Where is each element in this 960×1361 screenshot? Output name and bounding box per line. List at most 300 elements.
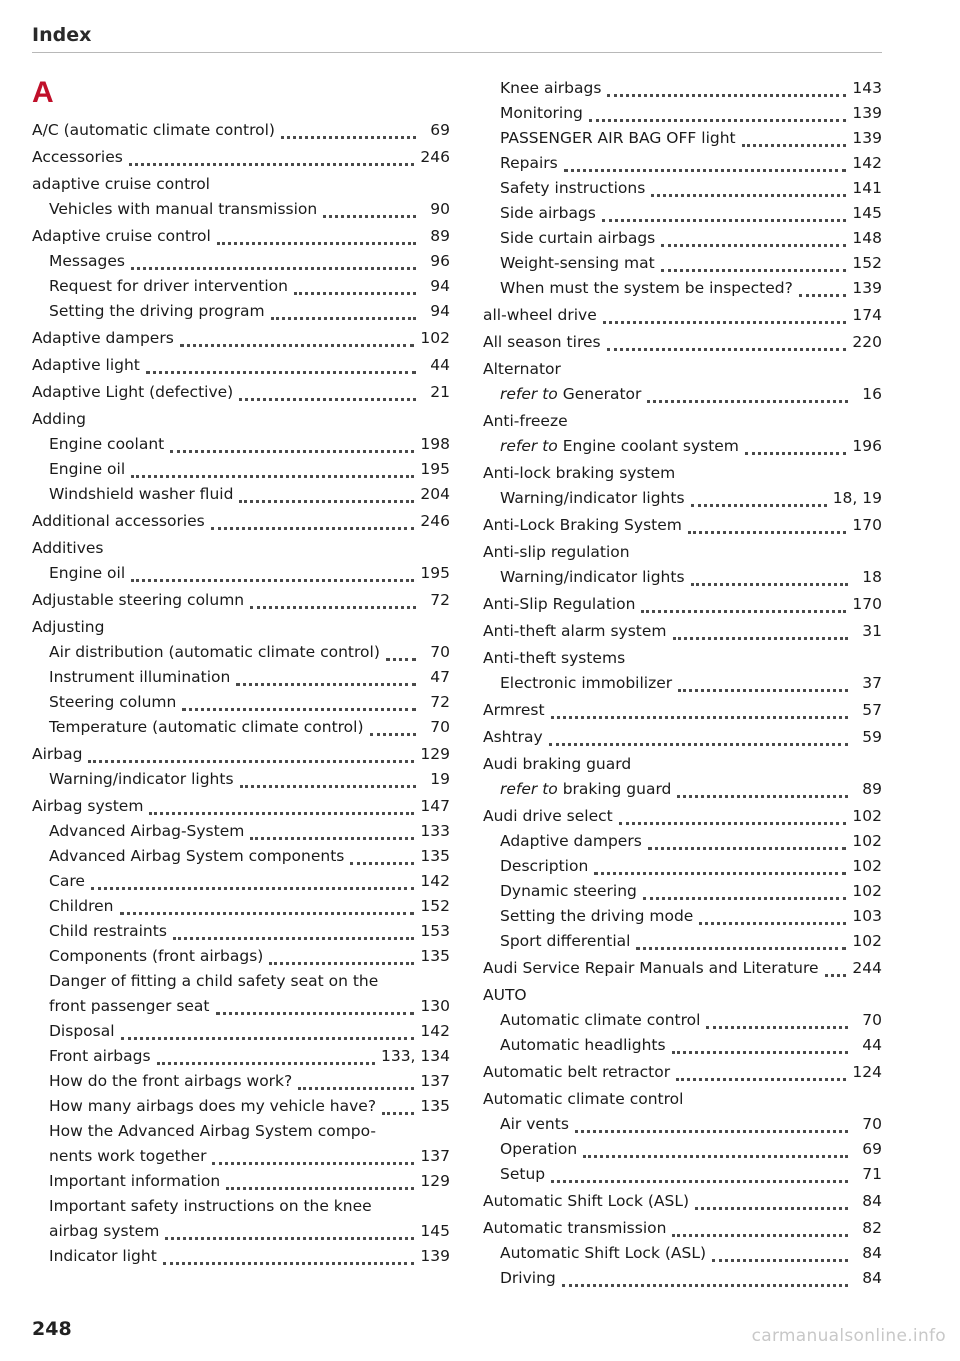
index-entry-label: Disposal: [49, 1022, 115, 1040]
dot-leader: [250, 605, 416, 609]
index-entry: [32, 1144, 450, 1169]
dot-leader: [647, 399, 848, 403]
index-entry: [483, 752, 882, 777]
dot-leader: [157, 1061, 375, 1065]
index-entry-page: 124: [852, 1063, 882, 1081]
index-entry-page: 147: [420, 797, 450, 815]
index-entry-page: 148: [852, 229, 882, 247]
index-entry: [483, 201, 882, 226]
index-entry: [32, 353, 450, 378]
index-entry: [483, 904, 882, 929]
index-entry-label: Air vents: [500, 1115, 569, 1133]
watermark: carmanualsonline.info: [751, 1326, 946, 1346]
index-entry: [483, 513, 882, 538]
index-entry-label: Messages: [49, 252, 126, 270]
index-entry: [32, 844, 450, 869]
index-entry: [32, 380, 450, 405]
index-entry-page: 195: [420, 564, 450, 582]
dot-leader: [549, 742, 848, 746]
index-entry-label: [500, 434, 739, 459]
index-entry-page: 139: [852, 104, 882, 122]
index-entry-page: 71: [862, 1165, 882, 1183]
index-entry-label: all-wheel drive: [483, 306, 597, 324]
index-entry-label: PASSENGER AIR BAG OFF light: [500, 129, 736, 147]
index-entry-page: 44: [862, 1036, 882, 1054]
dot-leader: [149, 811, 414, 815]
index-entry: [32, 1194, 450, 1219]
index-entry: [32, 969, 450, 994]
dot-leader: [712, 1258, 848, 1262]
index-entry: [483, 357, 882, 382]
index-entry: [32, 249, 450, 274]
index-entry-page: 102: [852, 932, 882, 950]
index-entry-label: Automatic Shift Lock (ASL): [500, 1244, 707, 1262]
index-entry: [483, 646, 882, 671]
index-entry-page: 84: [862, 1244, 882, 1262]
index-entry-label: [500, 777, 671, 802]
index-entry: [483, 1216, 882, 1241]
index-entry-label: Warning/indicator lights: [49, 770, 234, 788]
index-entry: [32, 994, 450, 1019]
index-entry-label: Driving: [500, 1269, 556, 1287]
index-entry-label: Components (front airbags): [49, 947, 264, 965]
index-entry-page: 102: [852, 857, 882, 875]
index-entry-label: Steering column: [49, 693, 177, 711]
index-entry-page: 139: [852, 279, 882, 297]
index-entry: [483, 226, 882, 251]
index-entry-label: Adaptive cruise control: [32, 227, 211, 245]
index-entry-label: Child restraints: [49, 922, 167, 940]
index-entry-page: 246: [420, 512, 450, 530]
index-entry-label: Anti-Lock Braking System: [483, 516, 682, 534]
index-entry: [32, 869, 450, 894]
index-entry-page: 204: [420, 485, 450, 503]
index-entry-page: 102: [852, 882, 882, 900]
index-entry-page: 102: [420, 329, 450, 347]
index-entry: [483, 126, 882, 151]
index-entry: [483, 854, 882, 879]
dot-leader: [651, 193, 846, 197]
index-entry-page: 174: [852, 306, 882, 324]
index-entry-page: 141: [852, 179, 882, 197]
cross-reference-prefix: refer to: [500, 385, 558, 403]
index-entry-label: Audi Service Repair Manuals and Literature: [483, 959, 819, 977]
index-entry: [483, 330, 882, 355]
index-entry-page: 103: [852, 907, 882, 925]
index-entry-label: Setup: [500, 1165, 546, 1183]
index-entry: [32, 432, 450, 457]
index-entry-label: Weight-sensing mat: [500, 254, 655, 272]
index-entry: [483, 983, 882, 1008]
index-entry-label: Dynamic steering: [500, 882, 637, 900]
index-entry-page: 21: [430, 383, 450, 401]
index-entry-label: Children: [49, 897, 114, 915]
dot-leader: [699, 921, 846, 925]
index-entry-page: 170: [852, 516, 882, 534]
dot-leader: [602, 218, 847, 222]
index-entry-label: Instrument illumination: [49, 668, 231, 686]
index-entry-page: 142: [420, 1022, 450, 1040]
index-entry-label: Automatic climate control: [500, 1011, 701, 1029]
index-entry-label: Important information: [49, 1172, 221, 1190]
dot-leader: [129, 162, 415, 166]
index-entry-page: 70: [862, 1011, 882, 1029]
dot-leader: [551, 715, 848, 719]
index-entry: [32, 1069, 450, 1094]
index-entry: [483, 101, 882, 126]
index-entry-label: Airbag: [32, 745, 83, 763]
index-entry-label: AUTO: [483, 986, 527, 1004]
cross-reference-target: Generator: [562, 385, 642, 403]
index-entry-label: Engine oil: [49, 460, 126, 478]
dot-leader: [745, 451, 846, 455]
index-entry-label: Side curtain airbags: [500, 229, 656, 247]
index-entry: [483, 1033, 882, 1058]
index-entry-label: Temperature (automatic climate control): [49, 718, 364, 736]
dot-leader: [607, 347, 847, 351]
index-entry-page: 44: [430, 356, 450, 374]
index-entry-page: 94: [430, 302, 450, 320]
index-entry-label: Adaptive dampers: [500, 832, 642, 850]
index-entry-label: Windshield washer fluid: [49, 485, 234, 503]
dot-leader: [216, 1011, 415, 1015]
index-entry: [32, 1119, 450, 1144]
index-entry-page: 198: [420, 435, 450, 453]
dot-leader: [691, 582, 848, 586]
dot-leader: [121, 1036, 415, 1040]
dot-leader: [281, 135, 416, 139]
index-entry-page: 129: [420, 1172, 450, 1190]
index-entry-page: 220: [852, 333, 882, 351]
index-entry-label: Automatic belt retractor: [483, 1063, 671, 1081]
dot-leader: [583, 1154, 848, 1158]
index-entry: [483, 565, 882, 590]
index-entry-label: Automatic climate control: [483, 1090, 684, 1108]
index-entry-page: 139: [852, 129, 882, 147]
index-entry: [32, 767, 450, 792]
index-entry-page: 152: [852, 254, 882, 272]
dot-leader: [594, 871, 846, 875]
index-entry: [32, 715, 450, 740]
index-entry: [32, 172, 450, 197]
index-entry-label: Anti-lock braking system: [483, 464, 676, 482]
index-entry: [32, 509, 450, 534]
index-entry: [32, 274, 450, 299]
index-entry: [483, 725, 882, 750]
dot-leader: [131, 266, 416, 270]
index-entry-label: Adaptive dampers: [32, 329, 174, 347]
dot-leader: [673, 636, 849, 640]
cross-reference-prefix: refer to: [500, 780, 558, 798]
header-divider: [32, 52, 882, 53]
index-entry: [483, 698, 882, 723]
index-entry-page: 18: [862, 568, 882, 586]
index-entry: [32, 894, 450, 919]
index-entry: [483, 879, 882, 904]
index-entry: [483, 619, 882, 644]
index-entry-page: 69: [862, 1140, 882, 1158]
index-entry-page: 59: [862, 728, 882, 746]
index-entry: [32, 561, 450, 586]
index-entry-label: Side airbags: [500, 204, 596, 222]
dot-leader: [799, 293, 847, 297]
dot-leader: [562, 1283, 848, 1287]
index-entry: [32, 224, 450, 249]
index-entry: [483, 1112, 882, 1137]
index-entry-page: 130: [420, 997, 450, 1015]
index-entry-page: 37: [862, 674, 882, 692]
index-entry: [483, 434, 882, 459]
index-entry-label: Advanced Airbag System components: [49, 847, 345, 865]
index-entry-label: Setting the driving mode: [500, 907, 694, 925]
index-entry-label: Vehicles with manual transmission: [49, 200, 318, 218]
index-entry: [483, 1087, 882, 1112]
index-entry-label: Anti-freeze: [483, 412, 568, 430]
dot-leader: [217, 241, 416, 245]
index-entry-label: Automatic Shift Lock (ASL): [483, 1192, 690, 1210]
index-entry: [483, 777, 882, 802]
index-entry: [483, 956, 882, 981]
index-entry: [483, 1189, 882, 1214]
index-entry: [32, 1169, 450, 1194]
index-entry: [32, 118, 450, 143]
index-entry-label: Request for driver intervention: [49, 277, 288, 295]
index-entry-page: 135: [420, 947, 450, 965]
dot-leader: [240, 784, 416, 788]
dot-leader: [170, 449, 414, 453]
dot-leader: [661, 243, 846, 247]
index-entry-page: 69: [430, 121, 450, 139]
index-entry-page: 96: [430, 252, 450, 270]
index-entry: [32, 145, 450, 170]
index-entry-page: 57: [862, 701, 882, 719]
index-entry-label: Automatic headlights: [500, 1036, 666, 1054]
index-entry-page: 139: [420, 1247, 450, 1265]
dot-leader: [323, 214, 416, 218]
dot-leader: [211, 526, 415, 530]
index-entry-label: Accessories: [32, 148, 123, 166]
index-entry-page: 102: [852, 807, 882, 825]
index-entry-label: Important safety instructions on the knee: [49, 1197, 372, 1215]
dot-leader: [350, 861, 414, 865]
index-entry-page: 70: [430, 718, 450, 736]
index-entry-page: 152: [420, 897, 450, 915]
index-entry-page: 70: [862, 1115, 882, 1133]
index-entry-label: How the Advanced Airbag System compo-: [49, 1122, 377, 1140]
index-entry: [32, 1019, 450, 1044]
cross-reference-target: braking guard: [562, 780, 672, 798]
index-entry-page: 142: [420, 872, 450, 890]
index-entry-page: 94: [430, 277, 450, 295]
index-entry: [483, 671, 882, 696]
index-entry-page: 142: [852, 154, 882, 172]
index-entry-label: Danger of fitting a child safety seat on the: [49, 972, 379, 990]
index-entry-page: 145: [852, 204, 882, 222]
dot-leader: [239, 499, 414, 503]
index-entry-page: 133: [420, 822, 450, 840]
index-entry: [32, 1044, 450, 1069]
dot-leader: [742, 143, 847, 147]
dot-leader: [120, 911, 415, 915]
index-entry-label: Front airbags: [49, 1047, 151, 1065]
index-entry-label: Sport differential: [500, 932, 631, 950]
index-entry-label: Adding: [32, 410, 86, 428]
index-entry: [483, 276, 882, 301]
index-entry-page: 135: [420, 1097, 450, 1115]
index-entry-page: 143: [852, 79, 882, 97]
index-entry-label: All season tires: [483, 333, 601, 351]
index-entry-page: 170: [852, 595, 882, 613]
index-entry-page: 72: [430, 693, 450, 711]
index-entry: [483, 1266, 882, 1291]
dot-leader: [589, 118, 847, 122]
dot-leader: [131, 474, 414, 478]
index-entry-label: adaptive cruise control: [32, 175, 210, 193]
index-entry-page: 135: [420, 847, 450, 865]
index-entry-page: 72: [430, 591, 450, 609]
index-entry-label: Setting the driving program: [49, 302, 265, 320]
index-entry-label: Audi drive select: [483, 807, 613, 825]
dot-leader: [636, 946, 846, 950]
index-entry: [32, 742, 450, 767]
index-entry: [32, 1244, 450, 1269]
index-entry-label: Electronic immobilizer: [500, 674, 673, 692]
index-entry-label: airbag system: [49, 1222, 160, 1240]
index-entry: [483, 303, 882, 328]
index-entry-label: Additives: [32, 539, 104, 557]
dot-leader: [677, 794, 848, 798]
dot-leader: [182, 707, 416, 711]
index-entry-label: Ashtray: [483, 728, 543, 746]
index-entry-label: Alternator: [483, 360, 561, 378]
dot-leader: [382, 1111, 414, 1115]
index-entry-page: 137: [420, 1147, 450, 1165]
index-entry-label: Adaptive Light (defective): [32, 383, 234, 401]
index-entry-label: Indicator light: [49, 1247, 157, 1265]
cross-reference-prefix: refer to: [500, 437, 558, 455]
index-entry: [32, 640, 450, 665]
index-entry-label: How many airbags does my vehicle have?: [49, 1097, 377, 1115]
index-column-left: [32, 118, 450, 1269]
dot-leader: [239, 397, 416, 401]
dot-leader: [641, 609, 846, 613]
index-entry-label: front passenger seat: [49, 997, 210, 1015]
dot-leader: [619, 821, 847, 825]
index-entry-label: Anti-theft alarm system: [483, 622, 667, 640]
dot-leader: [607, 93, 846, 97]
index-entry-label: Care: [49, 872, 85, 890]
dot-leader: [88, 759, 414, 763]
index-entry: [32, 588, 450, 613]
dot-leader: [236, 682, 416, 686]
dot-leader: [91, 886, 415, 890]
dot-leader: [603, 320, 847, 324]
index-entry-label: Warning/indicator lights: [500, 489, 685, 507]
index-entry-label: Advanced Airbag-System: [49, 822, 245, 840]
index-entry-label: Automatic transmission: [483, 1219, 667, 1237]
dot-leader: [131, 578, 414, 582]
dot-leader: [226, 1186, 414, 1190]
dot-leader: [298, 1086, 414, 1090]
index-entry: [483, 1241, 882, 1266]
dot-leader: [672, 1050, 848, 1054]
index-entry: [483, 486, 882, 511]
index-entry-page: 102: [852, 832, 882, 850]
index-entry: [32, 482, 450, 507]
index-entry: [483, 592, 882, 617]
dot-leader: [564, 168, 847, 172]
index-entry-label: Anti-slip regulation: [483, 543, 630, 561]
index-entry-page: 133, 134: [380, 1047, 450, 1065]
index-entry-label: Anti-Slip Regulation: [483, 595, 636, 613]
index-entry: [483, 1008, 882, 1033]
dot-leader: [294, 291, 416, 295]
section-letter: A: [32, 76, 54, 109]
page-number: 248: [32, 1318, 72, 1340]
index-entry-label: Engine oil: [49, 564, 126, 582]
index-entry-label: Anti-theft systems: [483, 649, 626, 667]
index-entry: [483, 76, 882, 101]
index-entry: [32, 1094, 450, 1119]
dot-leader: [269, 961, 414, 965]
index-entry-label: A/C (automatic climate control): [32, 121, 275, 139]
dot-leader: [676, 1077, 846, 1081]
index-entry: [483, 804, 882, 829]
dot-leader: [250, 836, 414, 840]
index-column-right: [483, 76, 882, 1291]
index-entry: [32, 944, 450, 969]
index-entry: [483, 1162, 882, 1187]
index-entry-page: 84: [862, 1192, 882, 1210]
index-entry: [32, 794, 450, 819]
index-entry-page: 153: [420, 922, 450, 940]
index-entry: [32, 457, 450, 482]
index-entry: [32, 407, 450, 432]
dot-leader: [695, 1206, 848, 1210]
index-entry-page: 145: [420, 1222, 450, 1240]
index-entry-page: 31: [862, 622, 882, 640]
index-entry-label: nents work together: [49, 1147, 207, 1165]
index-entry: [32, 665, 450, 690]
dot-leader: [271, 316, 416, 320]
dot-leader: [165, 1236, 414, 1240]
cross-reference-target: Engine coolant system: [562, 437, 739, 455]
index-entry-label: Audi braking guard: [483, 755, 632, 773]
index-entry: [483, 461, 882, 486]
index-entry: [483, 1137, 882, 1162]
index-entry-label: Adjusting: [32, 618, 105, 636]
index-entry-page: 196: [852, 437, 882, 455]
dot-leader: [661, 268, 847, 272]
dot-leader: [648, 846, 847, 850]
index-entry-page: 19: [430, 770, 450, 788]
index-entry-page: 90: [430, 200, 450, 218]
dot-leader: [386, 657, 416, 661]
dot-leader: [370, 732, 416, 736]
index-entry: [483, 382, 882, 407]
index-entry: [32, 919, 450, 944]
dot-leader: [688, 530, 847, 534]
index-entry: [32, 326, 450, 351]
index-entry-label: Adjustable steering column: [32, 591, 245, 609]
dot-leader: [825, 973, 847, 977]
index-entry-page: 129: [420, 745, 450, 763]
index-entry-label: Safety instructions: [500, 179, 646, 197]
index-entry-label: Additional accessories: [32, 512, 205, 530]
index-entry: [483, 1060, 882, 1085]
index-entry-label: Engine coolant: [49, 435, 165, 453]
index-entry-label: Operation: [500, 1140, 578, 1158]
